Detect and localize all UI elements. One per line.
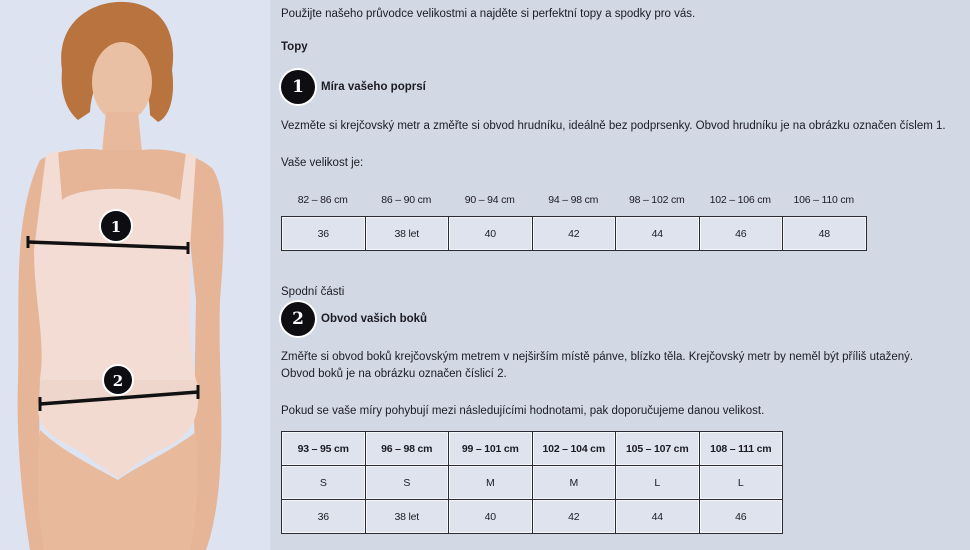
step-2-badge: 2	[281, 302, 315, 336]
table-cell: 40	[449, 217, 533, 251]
table-cell: 48	[783, 217, 867, 251]
tops-range: 98 – 102 cm	[628, 194, 685, 206]
hips-step-label: Obvod vašich boků	[321, 313, 428, 325]
tops-range: 90 – 94 cm	[464, 194, 515, 206]
bust-marker-label: 1	[110, 218, 122, 236]
tops-range-header	[281, 194, 866, 206]
table-cell: 105 – 107 cm	[616, 432, 700, 466]
model-illustration	[0, 0, 270, 550]
hips-marker-label: 2	[112, 372, 124, 390]
table-cell: 46	[699, 500, 783, 534]
table-cell: 93 – 95 cm	[282, 432, 366, 466]
bust-step-label: Míra vašeho poprsí	[321, 81, 426, 93]
table-cell: 42	[532, 217, 616, 251]
table-row	[282, 500, 783, 534]
bust-step	[281, 70, 426, 104]
table-cell: S	[282, 466, 366, 500]
tops-heading: Topy	[281, 41, 308, 53]
table-cell: 102 – 104 cm	[532, 432, 616, 466]
table-cell: 40	[449, 500, 533, 534]
hips-note: Pokud se vaše míry pohybují mezi následujícími hodnotami, pak doporučujeme danou velikost.	[281, 405, 765, 417]
table-cell: S	[365, 466, 449, 500]
table-cell: 38 let	[365, 217, 449, 251]
table-cell: L	[616, 466, 700, 500]
table-cell: L	[699, 466, 783, 500]
intro-text: Použijte našeho průvodce velikostmi a najděte si perfektní topy a spodky pro vás.	[281, 8, 696, 20]
tops-range: 102 – 106 cm	[709, 194, 771, 206]
table-row	[282, 432, 783, 466]
table-cell: 108 – 111 cm	[699, 432, 783, 466]
hips-step	[281, 302, 427, 336]
table-cell: 36	[282, 500, 366, 534]
bottoms-size-table	[281, 431, 783, 534]
table-cell: M	[449, 466, 533, 500]
tops-range: 106 – 110 cm	[793, 194, 854, 206]
tops-size-table	[281, 216, 867, 251]
step-1-badge: 1	[281, 70, 315, 104]
table-cell: 42	[532, 500, 616, 534]
table-cell: 36	[282, 217, 366, 251]
hips-instructions-line2: Obvod boků je na obrázku označen číslicí 2.	[281, 368, 507, 380]
table-row	[282, 466, 783, 500]
bottoms-heading: Spodní části	[281, 286, 345, 298]
size-label: Vaše velikost je:	[281, 157, 364, 169]
table-cell: 44	[616, 500, 700, 534]
table-cell: 38 let	[365, 500, 449, 534]
tops-range: 86 – 90 cm	[381, 194, 432, 206]
tops-range: 94 – 98 cm	[548, 194, 599, 206]
model-photo	[0, 0, 270, 550]
tops-range: 82 – 86 cm	[297, 194, 348, 206]
table-cell: M	[532, 466, 616, 500]
size-guide	[270, 0, 970, 550]
bust-instructions: Vezměte si krejčovský metr a změřte si obvod hrudníku, ideálně bez podprsenky. Obvod hrudníku je na obrázku označen číslem 1.	[281, 120, 946, 132]
table-row	[282, 217, 867, 251]
table-cell: 46	[699, 217, 783, 251]
table-cell: 44	[616, 217, 700, 251]
table-cell: 96 – 98 cm	[365, 432, 449, 466]
table-cell: 99 – 101 cm	[449, 432, 533, 466]
hips-instructions-line1: Změřte si obvod boků krejčovským metrem v nejširším místě pánve, blízko těla. Krejčovský metr by neměl být příliš utažený.	[281, 351, 914, 363]
